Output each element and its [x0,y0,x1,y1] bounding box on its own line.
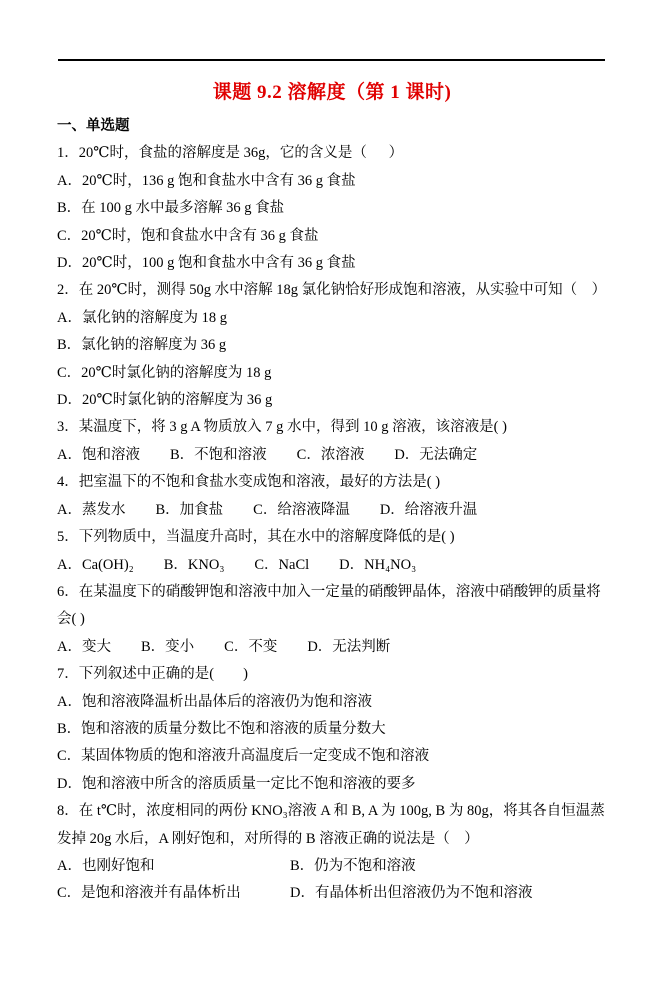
options-row [57,880,607,907]
option-item: A．20℃时，136 g 饱和食盐水中含有 36 g 食盐 [57,172,356,189]
option-item: B．饱和溶液的质量分数比不饱和溶液的质量分数大 [57,720,386,737]
option-item: D．20℃时，100 g 饱和食盐水中含有 36 g 食盐 [57,255,356,272]
option-item: D．有晶体析出但溶液仍为不饱和溶液 [290,885,533,902]
option-item: A．Ca(OH)₂ [57,556,134,573]
option-item: B．仍为不饱和溶液 [290,857,416,874]
option-item: A．蒸发水 [57,501,126,518]
option-item: A．饱和溶液降温析出晶体后的溶液仍为饱和溶液 [57,693,372,710]
option-item: B．不饱和溶液 [169,446,267,463]
options-row [57,634,607,661]
option-item: A．变大 [57,638,111,655]
option-item: D．20℃时氯化钠的溶解度为 36 g [57,392,273,409]
option-item: B．在 100 g 水中最多溶解 36 g 食盐 [57,200,285,217]
question-stem: 7．下列叙述中正确的是( ) [57,666,248,683]
option-item: C．浓溶液 [296,446,365,463]
option-item: C．是饱和溶液并有晶体析出 [57,885,241,902]
question-stem: 4．把室温下的不饱和食盐水变成饱和溶液，最好的方法是( ) [57,474,441,491]
question-block [57,414,607,469]
question-block [57,798,607,908]
option-item: B．加食盐 [155,501,224,518]
page-title: 课题 9.2 溶解度（第 1 课时) [212,82,452,103]
option-item: B．KNO₃ [163,556,225,573]
option-item: D．无法判断 [307,638,391,655]
option-item: C．不变 [224,638,278,655]
options-row [57,497,607,524]
worksheet-page [0,59,661,994]
question-stem: 1．20℃时，食盐的溶解度是 36g，它的含义是（ ） [57,145,404,162]
options-row [57,853,607,880]
question-stem: 3．某温度下，将 3 g A 物质放入 7 g 水中，得到 10 g 溶液，该溶液是( ) [57,419,507,436]
question-block [57,524,607,579]
option-item: C．给溶液降温 [253,501,350,518]
option-item: B．氯化钠的溶解度为 36 g [57,337,227,354]
option-item: A．氯化钠的溶解度为 18 g [57,309,227,326]
option-item: C．20℃时，饱和食盐水中含有 36 g 食盐 [57,227,319,244]
question-block [57,277,607,414]
question-stem: 8．在 t℃时，浓度相同的两份 KNO₃溶液 A 和 B, A 为 100g, B 为 80g，将其各自恒温蒸发掉 20g 水后，A 刚好饱和，对所得的 B 溶液正确的说法是（ ） [57,803,605,847]
option-item: D．饱和溶液中所含的溶质质量一定比不饱和溶液的要多 [57,775,416,792]
option-item: C．NaCl [254,556,310,573]
option-item: D．NH₄NO₃ [339,556,417,573]
options-row [57,442,607,469]
option-item: D．无法确定 [394,446,478,463]
section-heading: 一、单选题 [57,118,130,134]
header-divider-line [58,59,605,61]
worksheet-body [57,113,607,908]
option-item: C．某固体物质的饱和溶液升高温度后一定变成不饱和溶液 [57,748,430,765]
option-item: B．变小 [140,638,195,655]
question-stem: 6．在某温度下的硝酸钾饱和溶液中加入一定量的硝酸钾晶体，溶液中硝酸钾的质量将会( ) [57,583,601,628]
question-stem: 5．下列物质中，当温度升高时，其在水中的溶解度降低的是( ) [57,529,455,546]
question-block [57,579,607,661]
question-block [57,140,607,277]
option-item: C．20℃时氯化钠的溶解度为 18 g [57,364,272,381]
option-item: A．也刚好饱和 [57,857,155,874]
options-row [57,552,607,579]
option-item: A．饱和溶液 [57,446,140,463]
question-block [57,661,607,798]
option-item: D．给溶液升温 [379,501,478,518]
questions [57,140,607,907]
question-block [57,469,607,524]
question-stem: 2．在 20℃时，测得 50g 水中溶解 18g 氯化钠恰好形成饱和溶液，从实验中可知（ ） [57,282,607,299]
